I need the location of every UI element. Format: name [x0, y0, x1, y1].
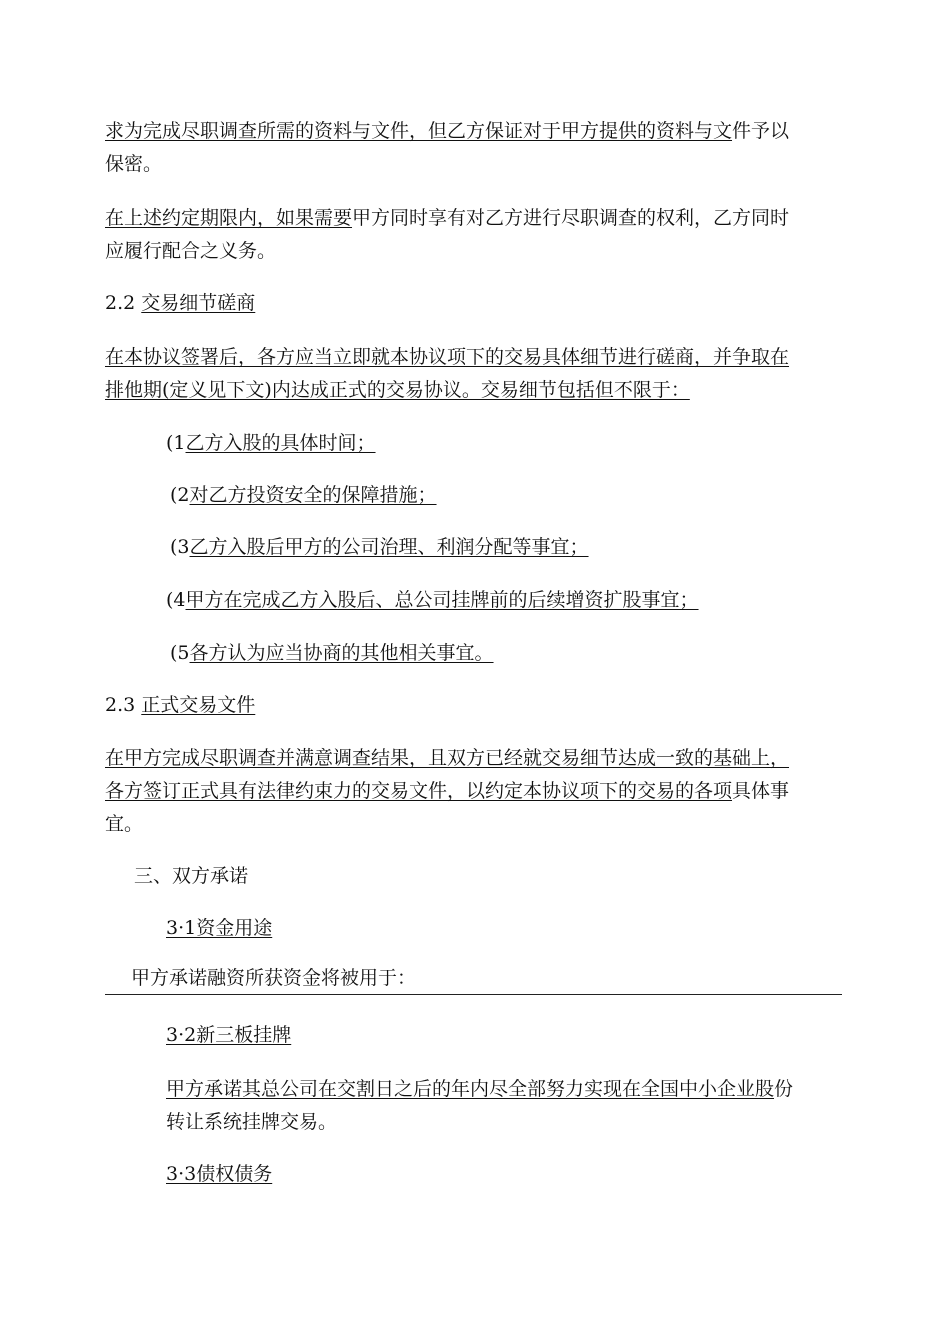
paragraph-due-diligence-line2: 应履行配合之义务。 — [105, 240, 277, 262]
paragraph-negotiation-line1: 在本协议签署后，各方应当立即就本协议项下的交易具体细节进行磋商，并争取在 — [105, 346, 790, 368]
section-number: 2.3 — [105, 694, 136, 716]
list-item — [170, 531, 589, 563]
paragraph-listing-line1 — [166, 1073, 793, 1105]
list-text: 甲方在完成乙方入股后、总公司挂牌前的后续增资扩股事宜； — [185, 589, 699, 611]
list-text: 乙方入股的具体时间； — [185, 432, 376, 454]
list-number: (1 — [166, 432, 186, 454]
plain-text: 甲方同时享有对乙方进行尽职调查的权利，乙方同时 — [352, 207, 790, 229]
list-text: 乙方入股后甲方的公司治理、利润分配等事宜； — [189, 536, 589, 558]
underlined-text: 甲方承诺其总公司在交割日之后的年内尽全部努力实现在全国中小企业股 — [166, 1078, 775, 1100]
paragraph-due-diligence-line1 — [105, 202, 789, 234]
paragraph-listing-line2: 转让系统挂牌交易。 — [166, 1111, 338, 1133]
paragraph-formal-documents-line3: 宜。 — [105, 813, 144, 835]
list-item — [170, 479, 437, 511]
section-heading-2-3 — [105, 689, 255, 721]
list-item — [166, 584, 699, 616]
paragraph-negotiation-line2: 排他期(定义见下文)内达成正式的交易协议。交易细节包括但不限于： — [105, 379, 690, 401]
subsection-heading-3-1: 3·1资金用途 — [166, 917, 273, 939]
underlined-text: 各方签订正式具有法律约束力的交易文件，以约定本协议项下的交易的各项 — [105, 780, 733, 802]
paragraph-formal-documents-line2 — [105, 775, 789, 807]
subsection-heading-3-2: 3·2新三板挂牌 — [166, 1024, 292, 1046]
plain-text: 件予以 — [732, 120, 790, 142]
plain-text: 份 — [774, 1078, 794, 1100]
list-item — [170, 637, 494, 669]
paragraph-fund-usage: 甲方承诺融资所获资金将被用于： — [131, 967, 417, 989]
plain-text: 具体事 — [732, 780, 790, 802]
list-text: 各方认为应当协商的其他相关事宜。 — [189, 642, 494, 664]
section-number: 2.2 — [105, 292, 136, 314]
list-text: 对乙方投资安全的保障措施； — [189, 484, 437, 506]
list-item — [166, 427, 376, 459]
section-heading-2-2 — [105, 287, 255, 319]
paragraph-formal-documents-line1: 在甲方完成尽职调查并满意调查结果，且双方已经就交易细节达成一致的基础上， — [105, 747, 790, 769]
subsection-heading-3-3: 3·3债权债务 — [166, 1163, 273, 1185]
list-number: (3 — [170, 536, 190, 558]
underlined-text: 求为完成尽职调查所需的资料与文件，但乙方保证对于甲方提供的资料与文 — [105, 120, 733, 142]
underlined-text: 在上述约定期限内，如果需要 — [105, 207, 353, 229]
paragraph-confidentiality-line2: 保密。 — [105, 153, 163, 175]
paragraph-confidentiality-line1 — [105, 115, 789, 147]
section-title: 正式交易文件 — [141, 694, 256, 716]
section-heading-3: 三、双方承诺 — [134, 865, 249, 887]
blank-fill-line — [105, 994, 842, 995]
list-number: (4 — [166, 589, 186, 611]
list-number: (5 — [170, 642, 190, 664]
list-number: (2 — [170, 484, 190, 506]
section-title: 交易细节磋商 — [141, 292, 256, 314]
